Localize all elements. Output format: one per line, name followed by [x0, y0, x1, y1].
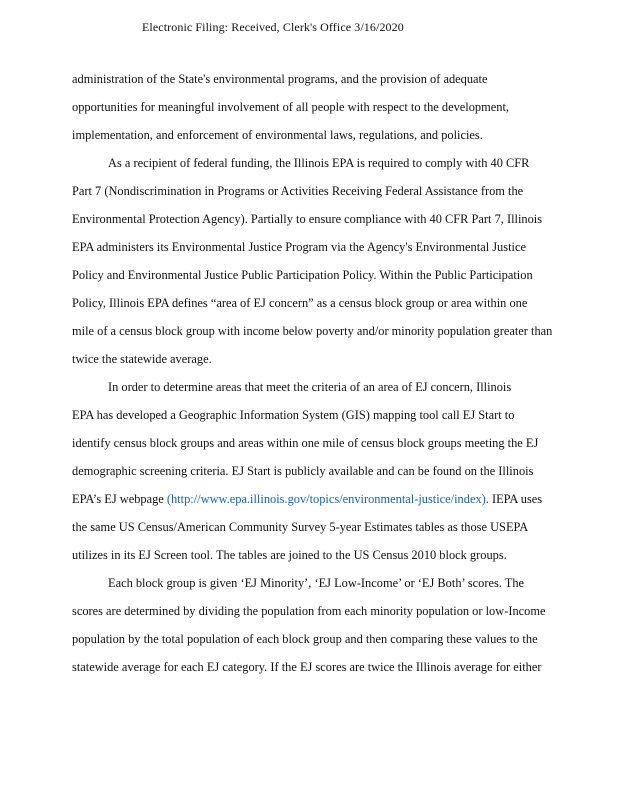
text-line: Policy and Environmental Justice Public Participation Policy. Within the Public Participation — [72, 268, 533, 282]
text-line: statewide average for each EJ category. If the EJ scores are twice the Illinois average for either — [72, 660, 542, 674]
filing-header: Electronic Filing: Received, Clerk's Office 3/16/2020 — [142, 20, 404, 34]
text-line: Policy, Illinois EPA defines “area of EJ concern” as a census block group or area within one — [72, 296, 528, 310]
paragraph-first-line: As a recipient of federal funding, the Illinois EPA is required to comply with 40 CFR — [108, 156, 530, 170]
text-line: implementation, and enforcement of environmental laws, regulations, and policies. — [72, 128, 483, 142]
text-line: scores are determined by dividing the population from each minority population or low-Income — [72, 604, 546, 618]
text-line: twice the statewide average. — [72, 352, 212, 366]
text-line: identify census block groups and areas within one mile of census block groups meeting the EJ — [72, 436, 539, 450]
text-line-with-link — [72, 492, 542, 506]
text-line: the same US Census/American Community Survey 5-year Estimates tables as those USEPA — [72, 520, 529, 534]
text-line: population by the total population of each block group and then comparing these values to the — [72, 632, 538, 646]
text-line: Part 7 (Nondiscrimination in Programs or Activities Receiving Federal Assistance from the — [72, 184, 524, 198]
text-segment: EPA’s EJ webpage — [72, 492, 164, 506]
text-line: mile of a census block group with income below poverty and/or minority population greater than — [72, 324, 553, 338]
text-line: EPA has developed a Geographic Information System (GIS) mapping tool call EJ Start to — [72, 408, 515, 422]
text-segment: . IEPA uses — [485, 492, 543, 506]
text-line: EPA administers its Environmental Justice Program via the Agency's Environmental Justice — [72, 240, 526, 254]
text-line: administration of the State's environmental programs, and the provision of adequate — [72, 72, 488, 86]
paragraph-first-line: Each block group is given ‘EJ Minority’, ‘EJ Low-Income’ or ‘EJ Both’ scores. The — [108, 576, 525, 590]
text-line: Environmental Protection Agency). Partially to ensure compliance with 40 CFR Part 7, Illinois — [72, 212, 543, 226]
ej-webpage-link[interactable]: (http://www.epa.illinois.gov/topics/environmental-justice/index) — [166, 492, 486, 506]
text-line: opportunities for meaningful involvement of all people with respect to the development, — [72, 100, 509, 114]
text-line: demographic screening criteria. EJ Start is publicly available and can be found on the Illinois — [72, 464, 534, 478]
text-line: utilizes in its EJ Screen tool. The tables are joined to the US Census 2010 block groups. — [72, 548, 507, 562]
paragraph-first-line: In order to determine areas that meet the criteria of an area of EJ concern, Illinois — [108, 380, 512, 394]
